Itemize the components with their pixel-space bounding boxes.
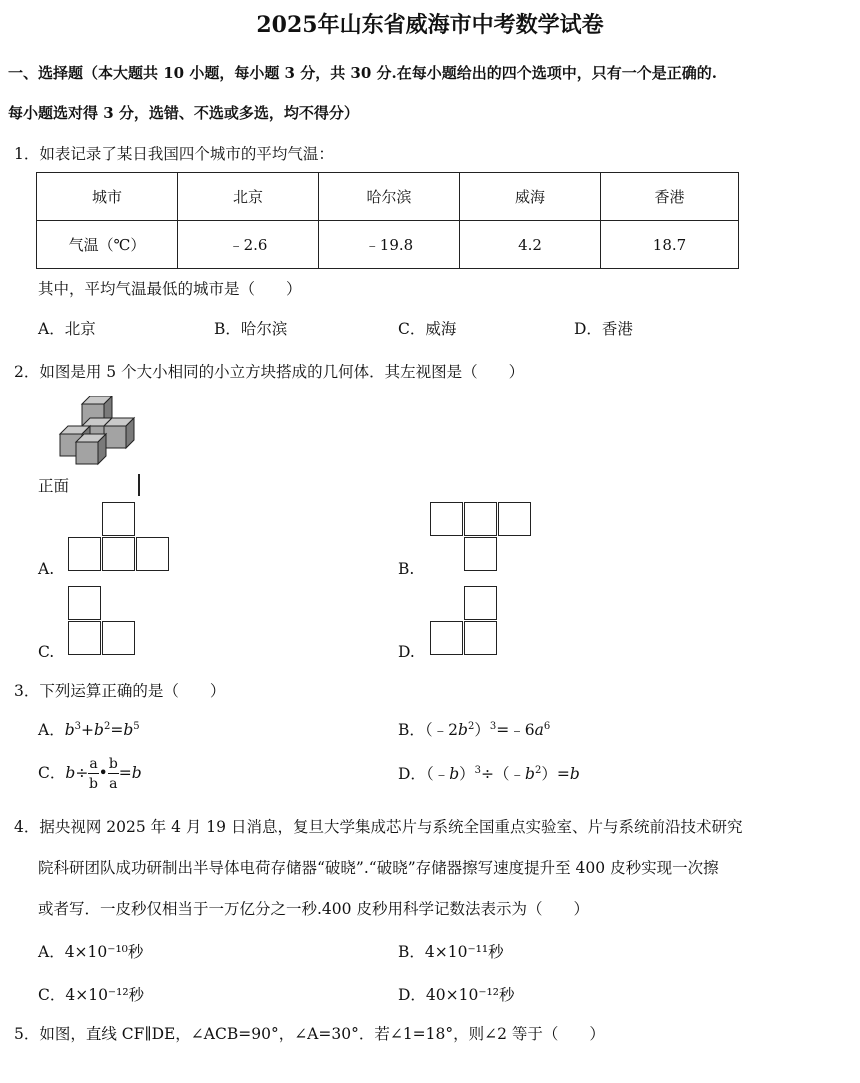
q1-option-d: D．香港 <box>574 320 633 338</box>
cube-solid-figure <box>58 396 142 470</box>
q2-option-c-label: C. <box>38 643 55 661</box>
q3-option-b: B．$(﹣2b^2)^3=﹣6a^6$ <box>398 720 551 739</box>
q4-option-b: B．4×10⁻¹¹秒 <box>398 943 504 961</box>
table-header-cell: 北京 <box>178 173 319 221</box>
q4-line1: 4．据央视网 2025 年 4 月 19 日消息，复旦大学集成芯片与系统全国重点实验室、片与系统前沿技术研究 <box>14 818 743 836</box>
table-header-row <box>37 173 739 221</box>
page-title: 2025年山东省威海市中考数学试卷 <box>256 12 604 38</box>
q3-option-a: A．$b^3+b^2=b^5$ <box>38 720 140 739</box>
table-header-cell: 威海 <box>460 173 601 221</box>
table-cell: 4.2 <box>460 221 601 269</box>
q5-stem: 5．如图，直线 CF∥DE，∠ACB=90°，∠A=30°．若∠1=18°，则∠2 等于（ ） <box>14 1025 605 1043</box>
table-cell: 气温（℃） <box>37 221 178 269</box>
q3-option-b-label: B． <box>398 721 425 739</box>
q1-option-a: A．北京 <box>38 320 96 338</box>
table-header-cell: 城市 <box>37 173 178 221</box>
q1-option-b: B．哈尔滨 <box>214 320 288 338</box>
table-cell: ﹣2.6 <box>178 221 319 269</box>
q2-option-a-label: A. <box>38 560 55 578</box>
q3-stem: 3．下列运算正确的是（ ） <box>14 682 226 700</box>
q3-option-d: D．$(﹣b)^3\div(﹣b^2)=b$ <box>398 764 580 783</box>
front-label: 正面 <box>38 477 70 495</box>
section-instructions-line1: 一、选择题（本大题共 10 小题，每小题 3 分，共 30 分.在每小题给出的四个选项中，只有一个是正确的. <box>8 64 717 82</box>
q3-option-a-label: A． <box>38 721 65 739</box>
q3-option-c: C．b÷ $\frac{a}{b}$ • $\frac{b}{a}$ =b <box>38 756 142 792</box>
table-cell: 18.7 <box>601 221 739 269</box>
q1-question: 其中，平均气温最低的城市是（ ） <box>38 280 302 298</box>
q4-option-c: C．4×10⁻¹²秒 <box>38 986 145 1004</box>
section-instructions-line2: 每小题选对得 3 分，选错、不选或多选，均不得分） <box>8 104 359 122</box>
q4-option-a: A．4×10⁻¹⁰秒 <box>38 943 144 961</box>
front-arrow-mark <box>138 474 140 496</box>
table-header-cell: 香港 <box>601 173 739 221</box>
q4-line2: 院科研团队成功研制出半导体电荷存储器“破晓”.“破晓”存储器擦写速度提升至 400 皮秒实现一次擦 <box>38 859 719 877</box>
temperature-table <box>36 172 739 269</box>
q1-option-c: C．威海 <box>398 320 457 338</box>
q2-option-b-label: B. <box>398 560 415 578</box>
q4-option-d: D．40×10⁻¹²秒 <box>398 986 515 1004</box>
table-header-cell: 哈尔滨 <box>319 173 460 221</box>
q3-option-c-label: C． <box>38 764 66 782</box>
q1-stem: 1．如表记录了某日我国四个城市的平均气温： <box>14 145 334 163</box>
q4-line3: 或者写．一皮秒仅相当于一万亿分之一秒.400 皮秒用科学记数法表示为（ ） <box>38 900 589 918</box>
q2-option-d-label: D. <box>398 643 415 661</box>
table-cell: ﹣19.8 <box>319 221 460 269</box>
q3-option-d-label: D． <box>398 765 426 783</box>
q2-stem: 2．如图是用 5 个大小相同的小立方块搭成的几何体．其左视图是（ ） <box>14 363 525 381</box>
table-row <box>37 221 739 269</box>
